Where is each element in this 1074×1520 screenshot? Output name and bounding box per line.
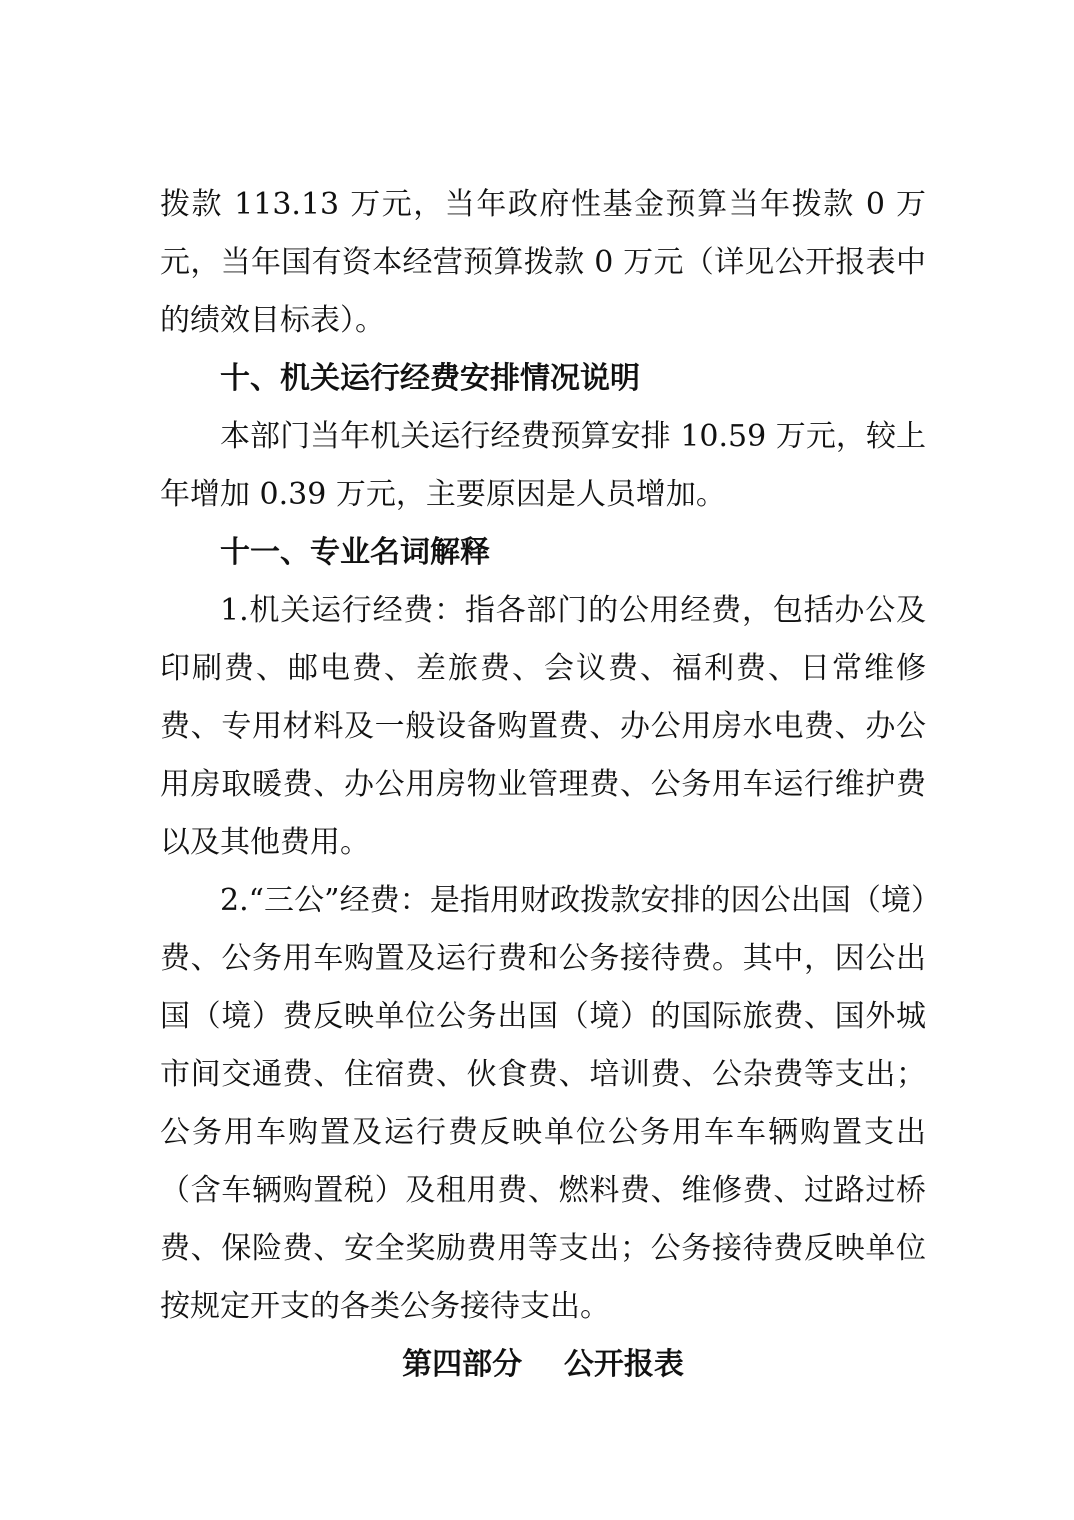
section-heading-10: 十、机关运行经费安排情况说明	[220, 361, 640, 396]
part-four-title: 第四部分 公开报表	[402, 1347, 684, 1382]
paragraph-term-operating-expenses: 1.机关运行经费：指各部门的公用经费，包括办公及印刷费、邮电费、差旅费、会议费、福利费、日常维修费、专用材料及一般设备购置费、办公用房水电费、办公用房取暖费、办公用房物业管理费、公务用车运行维护费以及其他费用。	[160, 593, 926, 860]
document-page	[160, 176, 926, 1394]
paragraph-budget-allocation: 拨款 113.13 万元，当年政府性基金预算当年拨款 0 万元，当年国有资本经营预算拨款 0 万元（详见公开报表中的绩效目标表）。	[160, 187, 926, 338]
section-heading-11: 十一、专业名词解释	[220, 535, 490, 570]
paragraph-operating-expenses: 本部门当年机关运行经费预算安排 10.59 万元，较上年增加 0.39 万元，主要原因是人员增加。	[160, 419, 926, 512]
paragraph-term-three-public: 2.“三公”经费：是指用财政拨款安排的因公出国（境）费、公务用车购置及运行费和公务接待费。其中，因公出国（境）费反映单位公务出国（境）的国际旅费、国外城市间交通费、住宿费、伙食费、培训费、公杂费等支出；公务用车购置及运行费反映单位公务用车车辆购置支出（含车辆购置税）及租用费、燃料费、维修费、过路过桥费、保险费、安全奖励费用等支出；公务接待费反映单位按规定开支的各类公务接待支出。	[160, 883, 926, 1324]
